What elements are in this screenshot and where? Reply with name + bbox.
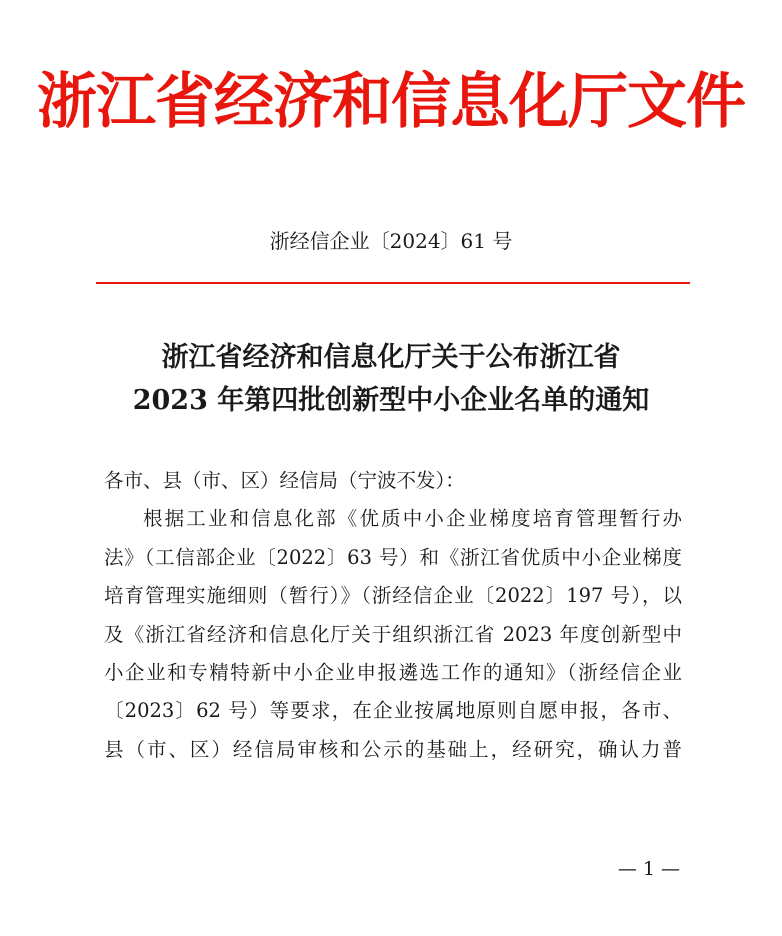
document-number: 浙经信企业〔2024〕61 号 bbox=[269, 229, 513, 253]
paragraph-line: 及《浙江省经济和信息化厅关于组织浙江省 2023 年度创新型中 bbox=[104, 622, 682, 646]
masthead-title: 浙江省经济和信息化厅文件 bbox=[37, 67, 745, 137]
red-divider-line bbox=[96, 282, 690, 284]
paragraph-line: 根据工业和信息化部《优质中小企业梯度培育管理暂行办 bbox=[143, 507, 682, 531]
paragraph-line: 培育管理实施细则（暂行）》（浙经信企业〔2022〕197 号），以 bbox=[104, 584, 682, 608]
notice-title bbox=[0, 336, 782, 422]
document-body bbox=[104, 462, 682, 769]
page-number: — 1 — bbox=[617, 858, 680, 880]
salutation: 各市、县（市、区）经信局（宁波不发）： bbox=[104, 469, 465, 492]
paragraph-line: 小企业和专精特新中小企业申报遴选工作的通知》（浙经信企业 bbox=[104, 661, 682, 685]
paragraph-line: 法》（工信部企业〔2022〕63 号）和《浙江省优质中小企业梯度 bbox=[104, 545, 682, 569]
notice-title-line-1: 浙江省经济和信息化厅关于公布浙江省 bbox=[161, 342, 621, 373]
paragraph-line: 县（市、区）经信局审核和公示的基础上，经研究，确认力普 bbox=[104, 737, 682, 761]
paragraph-line: 〔2023〕62 号）等要求，在企业按属地原则自愿申报，各市、 bbox=[104, 699, 682, 723]
notice-title-line-2: 2023 年第四批创新型中小企业名单的通知 bbox=[132, 385, 650, 416]
